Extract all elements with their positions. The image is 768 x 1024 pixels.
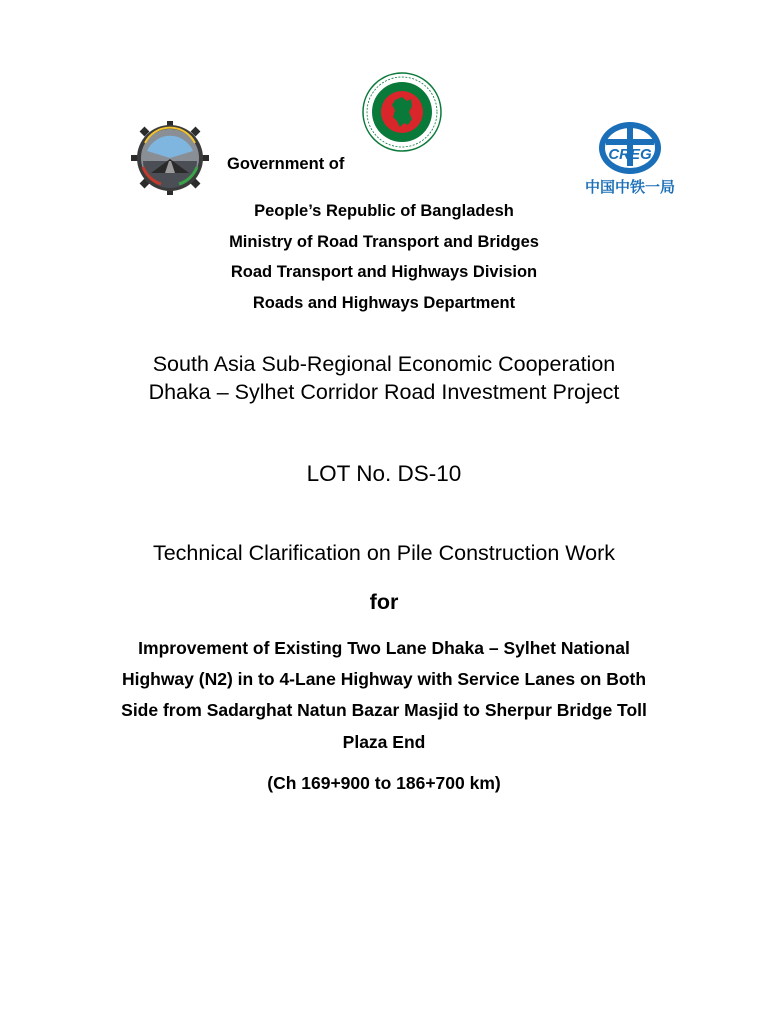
- government-of-bangladesh-seal: [362, 72, 442, 152]
- for-label: for: [369, 590, 399, 614]
- header-line-ministry: Ministry of Road Transport and Bridges: [229, 233, 539, 251]
- header-line-republic: People’s Republic of Bangladesh: [254, 202, 514, 220]
- creg-mark-text: CREG: [608, 146, 652, 163]
- creg-logo: [570, 118, 690, 200]
- document-title: Technical Clarification on Pile Construction Work: [152, 541, 616, 565]
- project-line-1: South Asia Sub-Regional Economic Cooperation: [152, 352, 616, 376]
- chainage-range: (Ch 169+900 to 186+700 km): [267, 773, 501, 793]
- header-line-division: Road Transport and Highways Division: [230, 263, 538, 281]
- lot-number: LOT No. DS-10: [306, 461, 462, 486]
- description-line-3: Side from Sadarghat Natun Bazar Masjid to Sherpur Bridge Toll: [121, 700, 647, 720]
- description-line-4: Plaza End: [342, 732, 426, 752]
- project-line-2: Dhaka – Sylhet Corridor Road Investment Project: [148, 380, 620, 404]
- roads-and-highways-department-logo: [131, 121, 209, 195]
- creg-chinese-text: 中国中铁一局: [584, 178, 676, 196]
- government-of-label: Government of: [227, 155, 345, 173]
- description-line-2: Highway (N2) in to 4-Lane Highway with Service Lanes on Both: [121, 669, 647, 689]
- description-line-1: Improvement of Existing Two Lane Dhaka – Sylhet National: [138, 638, 630, 658]
- header-line-department: Roads and Highways Department: [252, 294, 516, 312]
